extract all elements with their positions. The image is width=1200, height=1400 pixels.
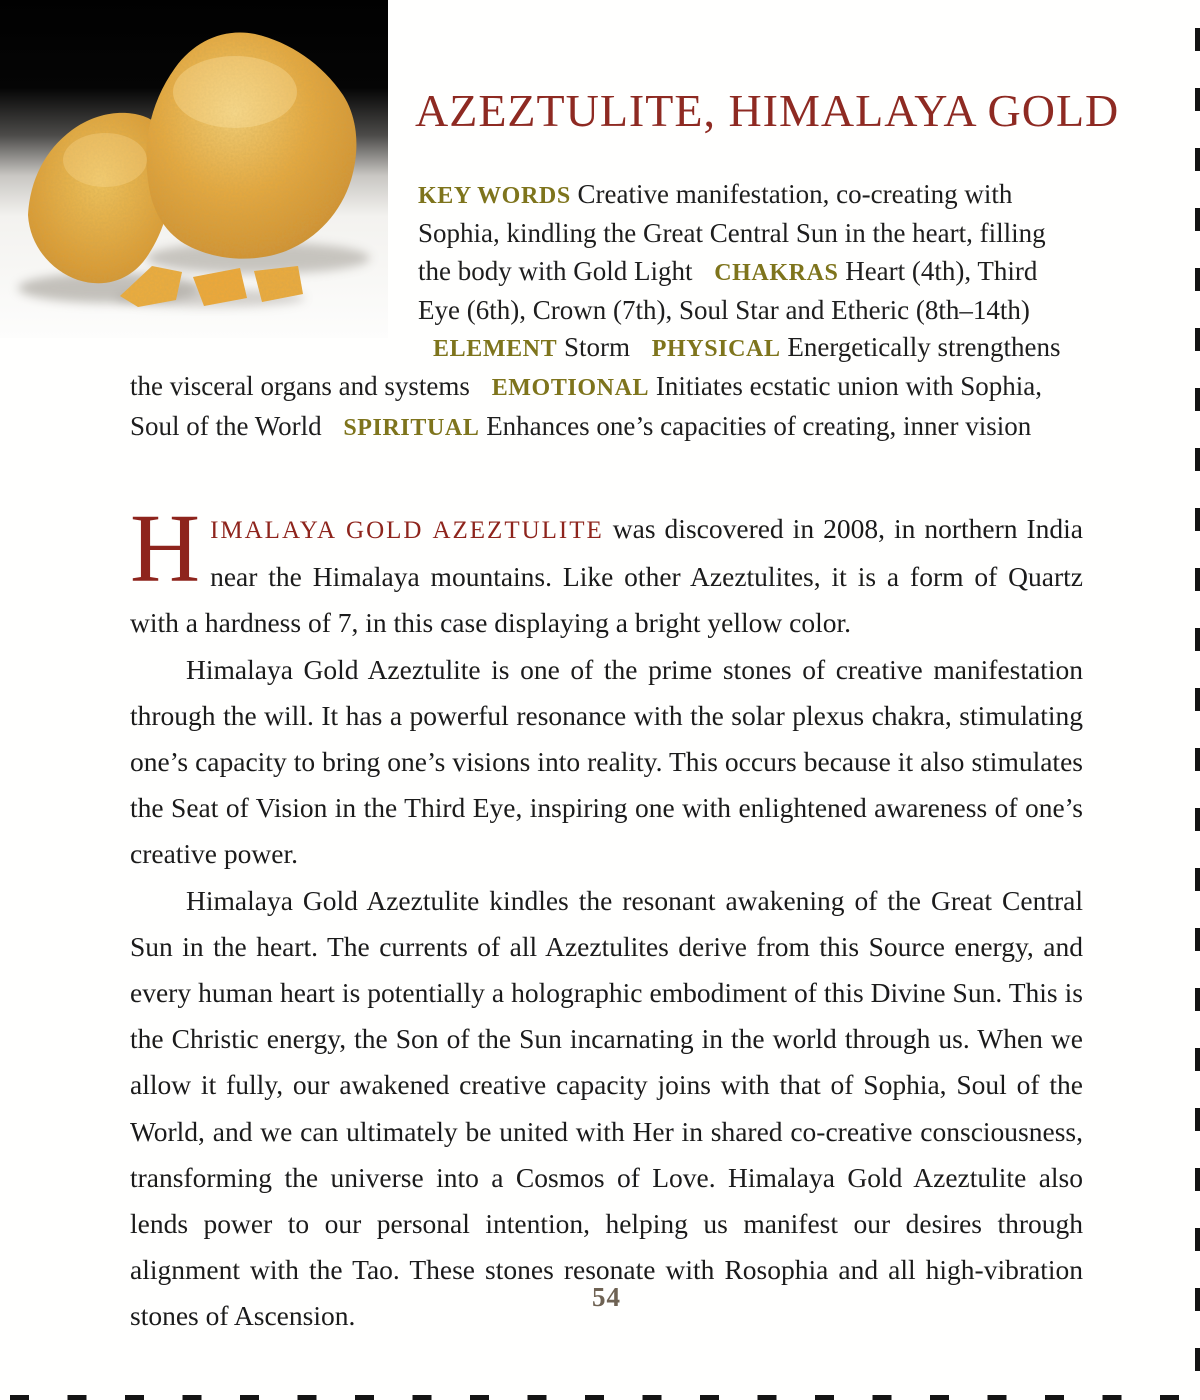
attribute-label: SPIRITUAL <box>343 414 480 441</box>
attribute-text: Storm <box>557 332 630 363</box>
attribute-label: PHYSICAL <box>651 336 781 363</box>
attributes-block <box>130 176 1085 447</box>
attribute-text: Enhances one’s capacities of creating, inner vision <box>479 410 1032 441</box>
paragraph-text: was discovered in 2008, in northern India near the Himalaya mountains. Like other Azeztulites, it is a form of Quartz with a hardness of 7, in this case displaying a bright yellow color. <box>130 513 1083 639</box>
page-number: 54 <box>592 1282 621 1312</box>
page-edge-marks-right <box>1195 28 1200 1394</box>
attribute-label: KEY WORDS <box>418 183 571 209</box>
page-title: AZEZTULITE, HIMALAYA GOLD <box>415 85 1120 136</box>
drop-cap: H <box>130 495 201 602</box>
attribute-text: Energetically strengthens the visceral organs and systems <box>130 332 1061 402</box>
attribute-text: Heart (4th), Third Eye (6th), Crown (7th), Soul Star and Etheric (8th–14th) <box>418 255 1038 325</box>
paragraph <box>130 495 1083 647</box>
paragraph: Himalaya Gold Azeztulite is one of the prime stones of creative manifestation through the will. It has a powerful resonance with the solar plexus chakra, stimulating one’s capacity to bring one’s visions into reality. This occurs because it also stimulates the Seat of Vision in the Third Eye, inspiring one with enlightened awareness of one’s creative power. <box>130 653 1083 870</box>
attribute-text: Initiates ecstatic union with Sophia, Soul of the World <box>130 371 1043 441</box>
body-text <box>130 495 1083 1340</box>
lead-small-caps: IMALAYA GOLD AZEZTULITE <box>210 517 604 544</box>
attribute-label: CHAKRAS <box>714 259 839 286</box>
attribute-label: EMOTIONAL <box>491 375 650 402</box>
stone-highlight <box>173 56 297 128</box>
page-edge-marks-bottom <box>10 1395 1196 1400</box>
paragraph: Himalaya Gold Azeztulite kindles the resonant awakening of the Great Central Sun in the heart. The currents of all Azeztulites derive from this Source energy, and every human heart is potentially a holographic embodiment of this Divine Sun. This is the Christic energy, the Son of the Sun incarnating in the world through us. When we allow it fully, our awakened creative capacity joins with that of Sophia, Soul of the World, and we can ultimately be united with Her in shared co-creative consciousness, transforming the universe into a Cosmos of Love. Himalaya Gold Azeztulite also lends power to our personal intention, helping us manifest our desires through alignment with the Tao. These stones resonate with Rosophia and all high-vibration stones of Ascension. <box>130 884 1083 1332</box>
photo-wrap-spacer <box>130 176 418 363</box>
attribute-label: ELEMENT <box>433 336 558 363</box>
attribute-text: Creative manifestation, co-creating with Sophia, kindling the Great Central Sun in the heart, filling the body with Gold Light <box>418 179 1046 286</box>
